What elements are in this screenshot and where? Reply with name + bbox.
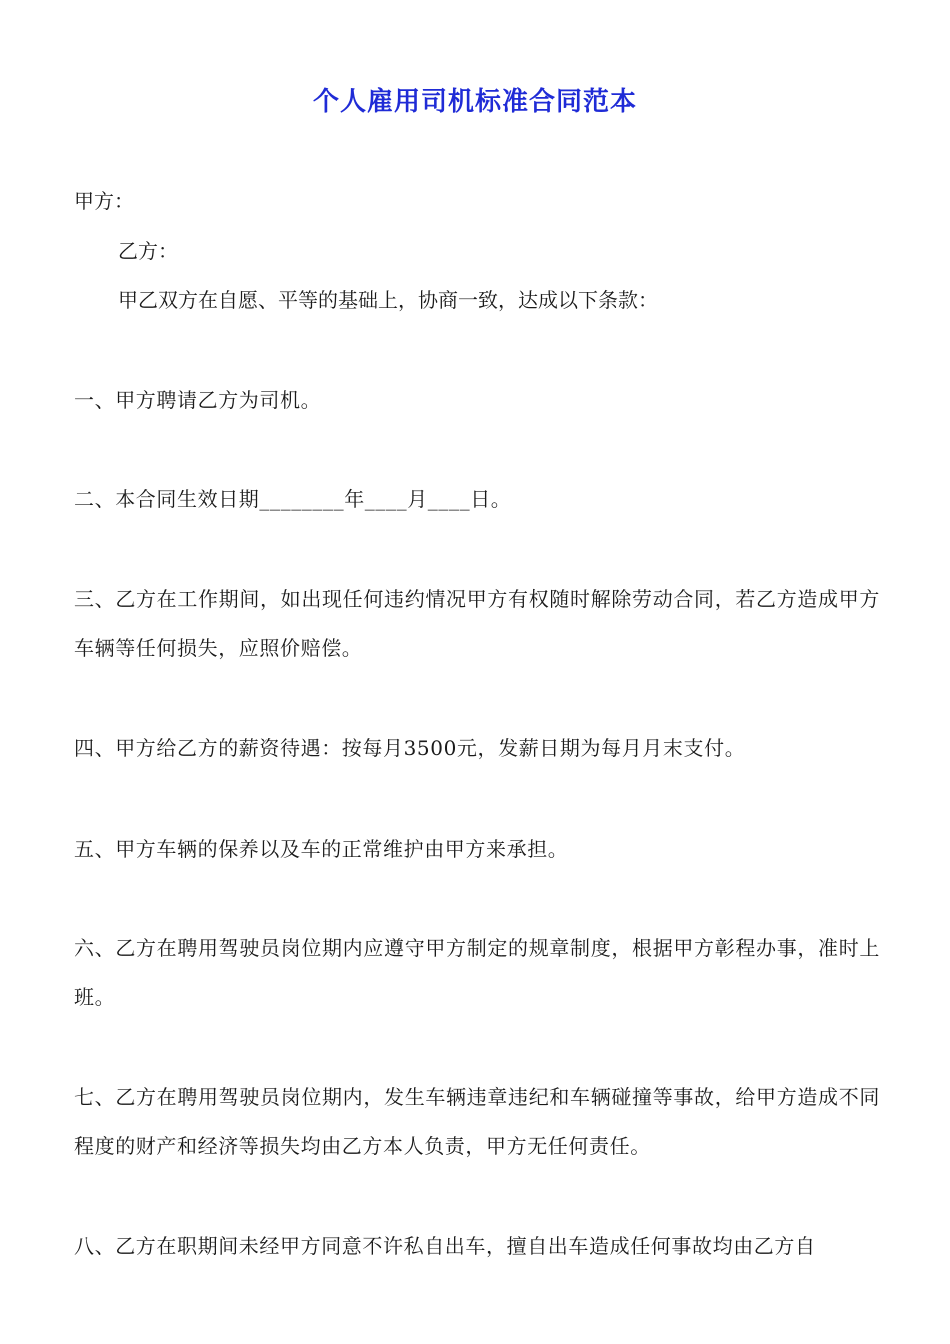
clause-6: 六、乙方在聘用驾驶员岗位期内应遵守甲方制定的规章制度，根据甲方彰程办事，准时上班。 <box>74 936 880 1009</box>
clause-8: 八、乙方在职期间未经甲方同意不许私自出车，擅自出车造成任何事故均由乙方自 <box>74 1234 816 1258</box>
clause-4: 四、甲方给乙方的薪资待遇：按每月3500元，发薪日期为每月月末支付。 <box>74 736 746 760</box>
clause-5: 五、甲方车辆的保养以及车的正常维护由甲方来承担。 <box>74 837 569 861</box>
clause-1: 一、甲方聘请乙方为司机。 <box>74 388 322 412</box>
party-a-label: 甲方： <box>74 189 134 213</box>
clause-7: 七、乙方在聘用驾驶员岗位期内，发生车辆违章违纪和车辆碰撞等事故，给甲方造成不同程度的财产和经济等损失均由乙方本人负责，甲方无任何责任。 <box>74 1085 880 1158</box>
clause-2: 二、本合同生效日期________年____月____日。 <box>74 487 512 511</box>
party-b-label: 乙方： <box>118 239 178 263</box>
document-title: 个人雇用司机标准合同范本 <box>312 87 637 117</box>
clause-3: 三、乙方在工作期间，如出现任何违约情况甲方有权随时解除劳动合同，若乙方造成甲方车辆等任何损失，应照价赔偿。 <box>74 587 880 660</box>
intro-paragraph: 甲乙双方在自愿、平等的基础上，协商一致，达成以下条款： <box>118 288 658 312</box>
